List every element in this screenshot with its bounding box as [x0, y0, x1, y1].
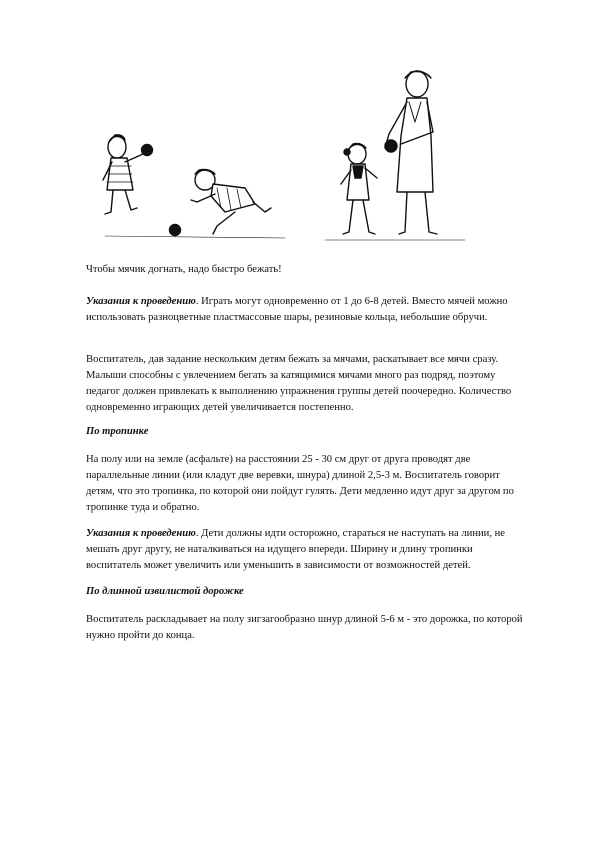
instructions-text: . Играть могут одновременно от 1 до 6-8 детей. Вместо мячей можно использовать разноцветные пластмассовые шары, резиновые кольца, небольшие обручи. [86, 296, 508, 323]
paragraph-description: Воспитатель, дав задание нескольким детям бежать за мячами, раскатывает все мячи сразу. Малыши способны с увлечением бегать за катящимися мячами много раз подряд, поэтому педагог должен привлекать к выполнению упражнения группы детей поочередно. Количество одновременно играющих детей увеличивается постепенно. [86, 354, 512, 413]
girl-standing-figure [341, 144, 377, 235]
instructions-lead-2: Указания к проведению [86, 528, 196, 539]
ball-1 [142, 145, 153, 156]
caption: Чтобы мячик догнать, надо быстро бежать! [86, 264, 282, 275]
illustration [85, 62, 485, 252]
ball-3 [385, 140, 397, 152]
paragraph-path-rules: На полу или на земле (асфальте) на расстоянии 25 - 30 см друг от друга проводят две параллельные линии (или кладут две веревки, шнура) длиной 2,5-3 м. Воспитатель говорит детям, что это тропинка, по которой они пойдут гулять. Дети медленно идут друг за другом по тропинке туда и обратно. [86, 454, 514, 513]
paragraph-winding-path: Воспитатель раскладывает на полу зигзагообразно шнур длиной 5-6 м - это дорожка, по которой нужно пройти до конца. [86, 614, 523, 641]
instructions-lead: Указания к проведению [86, 296, 196, 307]
section-heading-path: По тропинке [86, 426, 149, 437]
paragraph-instructions-1 [86, 294, 526, 326]
girl-running-figure [103, 135, 143, 214]
section-heading-winding-path: По длинной извилистой дорожке [86, 586, 244, 597]
paragraph-instructions-2 [86, 526, 526, 574]
teacher-figure [385, 71, 437, 234]
instructions-text-2: . Дети должны идти осторожно, стараться не наступать на линии, не мешать друг другу, не наталкиваться на идущего впереди. Ширину и длину тропинки воспитатель может увеличить или уменьшить в зависимости от возможностей детей. [86, 528, 505, 571]
boy-lunging-figure [191, 170, 271, 235]
ball-2 [170, 225, 181, 236]
